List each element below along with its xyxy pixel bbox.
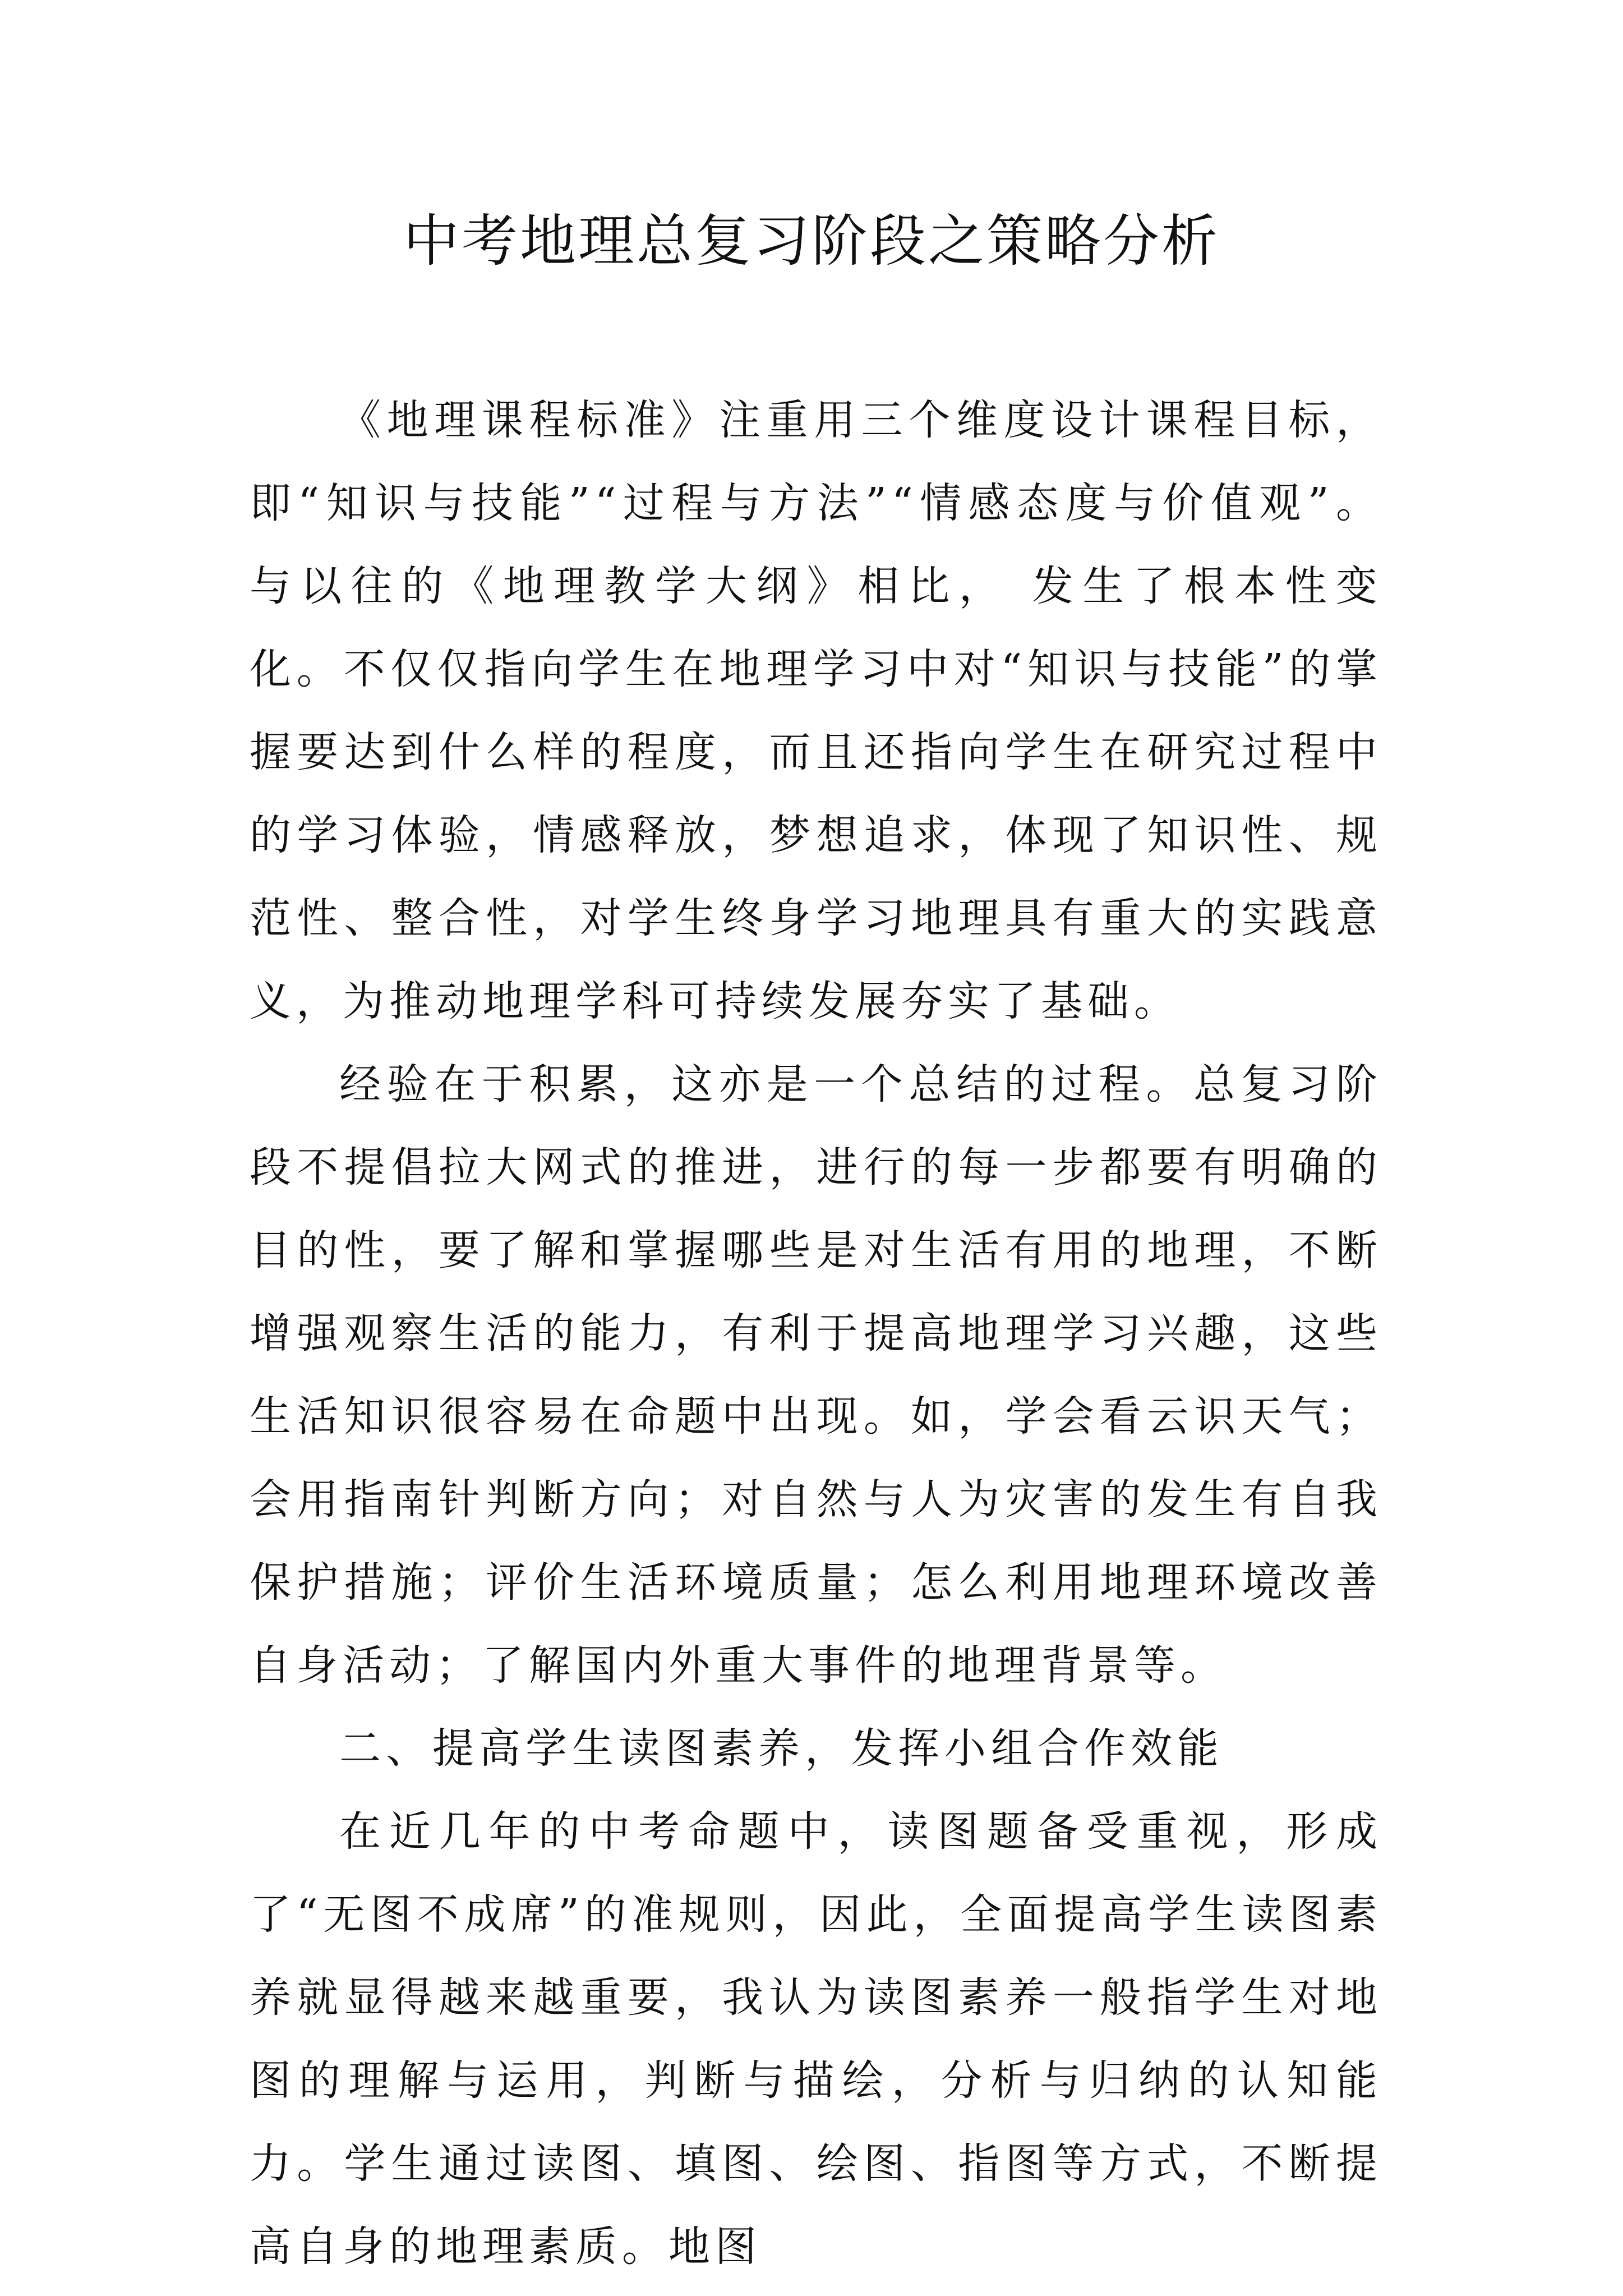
document-title: 中考地理总复习阶段之策略分析 [403,208,1220,274]
paragraph-map-reading: 在近几年的中考命题中，读图题备受重视，形成了“无图不成席”的准规则，因此，全面提高学生读图素养就显得越来越重要，我认为读图素养一般指学生对地图的理解与运用，判断与描绘，分析与归纳的认知能力。学生通过读图、填图、绘图、指图等方式，不断提高自身的地理素质。地图 [250,1807,1382,2271]
paragraph-curriculum-standard: 《地理课程标准》注重用三个维度设计课程目标，即“知识与技能”“过程与方法”“情感态度与价值观”。与以往的《地理教学大纲》相比， 发生了根本性变化。不仅仅指向学生在地理学习中对“知识与技能”的掌握要达到什么样的程度，而且还指向学生在研究过程中的学习体验，情感释放，梦想追求，体现了知识性、规范性、整合性，对学生终身学习地理具有重大的实践意义，为推动地理学科可持续发展夯实了基础。 [250,396,1382,1025]
paragraph-review-experience: 经验在于积累，这亦是一个总结的过程。总复习阶段不提倡拉大网式的推进，进行的每一步都要有明确的目的性，要了解和掌握哪些是对生活有用的地理，不断增强观察生活的能力，有利于提高地理学习兴趣，这些生活知识很容易在命题中出现。如，学会看云识天气；会用指南针判断方向；对自然与人为灾害的发生有自我保护措施；评价生活环境质量；怎么利用地理环境改善自身活动；了解国内外重大事件的地理背景等。 [250,1060,1382,1690]
section-heading-map-reading: 二、提高学生读图素养，发挥小组合作效能 [339,1724,1224,1773]
document-body [250,379,1382,2288]
